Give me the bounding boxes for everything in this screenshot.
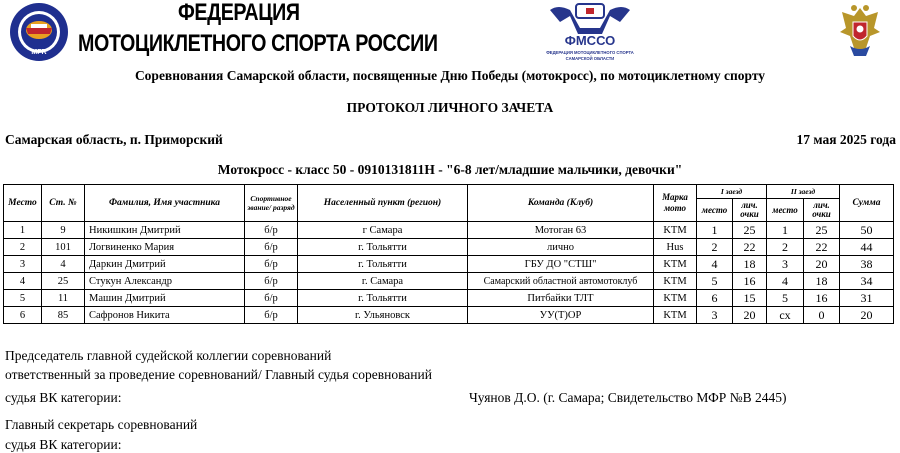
cell-race2-points: 22 xyxy=(804,239,840,256)
cell-race1-points: 25 xyxy=(733,222,767,239)
cell-race1-points: 16 xyxy=(733,273,767,290)
chair-title-line2: ответственный за проведение соревнований/ Главный судья соревнований xyxy=(5,367,432,382)
cell-race1-points: 18 xyxy=(733,256,767,273)
header-race2-points: лич. очки xyxy=(804,199,840,222)
cell-rank: б/р xyxy=(245,222,298,239)
cell-team: УУ(Т)ОР xyxy=(468,307,654,324)
cell-place: 1 xyxy=(4,222,42,239)
cell-name: Логвиненко Мария xyxy=(85,239,245,256)
cell-race1-points: 22 xyxy=(733,239,767,256)
table-row xyxy=(4,256,894,273)
header-place: Место xyxy=(4,185,42,222)
event-location: Самарская область, п. Приморский xyxy=(5,132,223,147)
table-row xyxy=(4,222,894,239)
cell-place: 2 xyxy=(4,239,42,256)
table-row xyxy=(4,273,894,290)
judge-name: Чуянов Д.О. (г. Самара; Свидетельство МФР №В 2445) xyxy=(469,390,787,405)
cell-number: 85 xyxy=(42,307,85,324)
cell-name: Сафронов Никита xyxy=(85,307,245,324)
event-date: 17 мая 2025 года xyxy=(796,132,896,147)
cell-race2-place: сх xyxy=(767,307,804,324)
cell-name: Стукун Александр xyxy=(85,273,245,290)
cell-total: 50 xyxy=(840,222,894,239)
chair-title-line1: Председатель главной судейской коллегии соревнований xyxy=(5,348,332,363)
cell-city: г. Тольятти xyxy=(298,290,468,307)
cell-race1-place: 3 xyxy=(697,307,733,324)
cell-number: 11 xyxy=(42,290,85,307)
cell-race1-place: 4 xyxy=(697,256,733,273)
state-emblem-icon xyxy=(836,2,884,58)
protocol-title: ПРОТОКОЛ ЛИЧНОГО ЗАЧЕТА xyxy=(346,100,554,115)
cell-name: Никишкин Дмитрий xyxy=(85,222,245,239)
federation-title-line1: ФЕДЕРАЦИЯ xyxy=(178,0,300,26)
cell-race1-place: 5 xyxy=(697,273,733,290)
cell-name: Машин Дмитрий xyxy=(85,290,245,307)
cell-city: г. Тольятти xyxy=(298,256,468,273)
cell-number: 9 xyxy=(42,222,85,239)
cell-team: Питбайки ТЛТ xyxy=(468,290,654,307)
secretary-title: Главный секретарь соревнований xyxy=(5,417,198,432)
header-race1: I заезд xyxy=(697,185,767,199)
federation-title-line2: МОТОЦИКЛЕТНОГО СПОРТА РОССИИ xyxy=(78,30,438,57)
cell-bike: KTM xyxy=(654,256,697,273)
cell-rank: б/р xyxy=(245,239,298,256)
cell-place: 6 xyxy=(4,307,42,324)
cell-race1-place: 1 xyxy=(697,222,733,239)
table-row xyxy=(4,239,894,256)
cell-rank: б/р xyxy=(245,307,298,324)
cell-race2-points: 25 xyxy=(804,222,840,239)
fmsso-caption-1: ФЕДЕРАЦИЯ МОТОЦИКЛЕТНОГО СПОРТА xyxy=(546,50,634,55)
cell-total: 38 xyxy=(840,256,894,273)
cell-bike: KTM xyxy=(654,273,697,290)
cell-race1-place: 6 xyxy=(697,290,733,307)
header-race2: II заезд xyxy=(767,185,840,199)
table-row xyxy=(4,307,894,324)
cell-number: 101 xyxy=(42,239,85,256)
fmsso-caption-2: САМАРСКОЙ ОБЛАСТИ xyxy=(565,56,615,61)
cell-race1-place: 2 xyxy=(697,239,733,256)
header-total: Сумма xyxy=(840,185,894,222)
cell-total: 31 xyxy=(840,290,894,307)
header-city: Населенный пункт (регион) xyxy=(298,185,468,222)
cell-team: Самарский областной автомотоклуб xyxy=(468,273,654,290)
cell-city: г. Тольятти xyxy=(298,239,468,256)
cell-bike: KTM xyxy=(654,222,697,239)
cell-city: г. Ульяновск xyxy=(298,307,468,324)
cell-number: 4 xyxy=(42,256,85,273)
cell-city: г. Самара xyxy=(298,273,468,290)
cell-place: 3 xyxy=(4,256,42,273)
cell-race2-points: 18 xyxy=(804,273,840,290)
cell-bike: KTM xyxy=(654,290,697,307)
cell-rank: б/р xyxy=(245,256,298,273)
header-bike: Марка мото xyxy=(654,185,697,222)
secretary-category: судья ВК категории: xyxy=(5,437,122,452)
cell-place: 4 xyxy=(4,273,42,290)
cell-race2-points: 20 xyxy=(804,256,840,273)
cell-city: г Самара xyxy=(298,222,468,239)
header-start-number: Ст. № xyxy=(42,185,85,222)
header-race1-place: место xyxy=(697,199,733,222)
cell-total: 44 xyxy=(840,239,894,256)
judge-category: судья ВК категории: xyxy=(5,390,122,405)
cell-race2-place: 5 xyxy=(767,290,804,307)
table-row xyxy=(4,290,894,307)
cell-race1-points: 15 xyxy=(733,290,767,307)
header-name: Фамилия, Имя участника xyxy=(85,185,245,222)
cell-race2-place: 2 xyxy=(767,239,804,256)
cell-total: 20 xyxy=(840,307,894,324)
fmsso-logo-text: ФМССО xyxy=(564,33,616,48)
header-race1-points: лич. очки xyxy=(733,199,767,222)
results-table xyxy=(3,184,894,324)
cell-rank: б/р xyxy=(245,290,298,307)
event-name: Соревнования Самарской области, посвященные Дню Победы (мотокросс), по мотоциклетному спорту xyxy=(134,68,766,83)
cell-team: ГБУ ДО "СТШ" xyxy=(468,256,654,273)
cell-bike: KTM xyxy=(654,307,697,324)
mfr-logo xyxy=(6,2,72,62)
cell-rank: б/р xyxy=(245,273,298,290)
cell-race2-place: 1 xyxy=(767,222,804,239)
cell-bike: Hus xyxy=(654,239,697,256)
cell-race2-points: 0 xyxy=(804,307,840,324)
cell-race2-points: 16 xyxy=(804,290,840,307)
cell-number: 25 xyxy=(42,273,85,290)
header-team: Команда (Клуб) xyxy=(468,185,654,222)
class-title: Мотокросс - класс 50 - 0910131811Н - "6-8 лет/младшие мальчики, девочки" xyxy=(217,162,683,177)
cell-team: лично xyxy=(468,239,654,256)
cell-race2-place: 4 xyxy=(767,273,804,290)
header-rank: Спортивное звание/ разряд xyxy=(245,185,298,222)
cell-place: 5 xyxy=(4,290,42,307)
cell-total: 34 xyxy=(840,273,894,290)
cell-race1-points: 20 xyxy=(733,307,767,324)
mfr-logo-text: MFR xyxy=(31,49,47,56)
cell-race2-place: 3 xyxy=(767,256,804,273)
fmsso-logo xyxy=(540,0,640,62)
cell-team: Мотоган 63 xyxy=(468,222,654,239)
cell-name: Даркин Дмитрий xyxy=(85,256,245,273)
header-race2-place: место xyxy=(767,199,804,222)
